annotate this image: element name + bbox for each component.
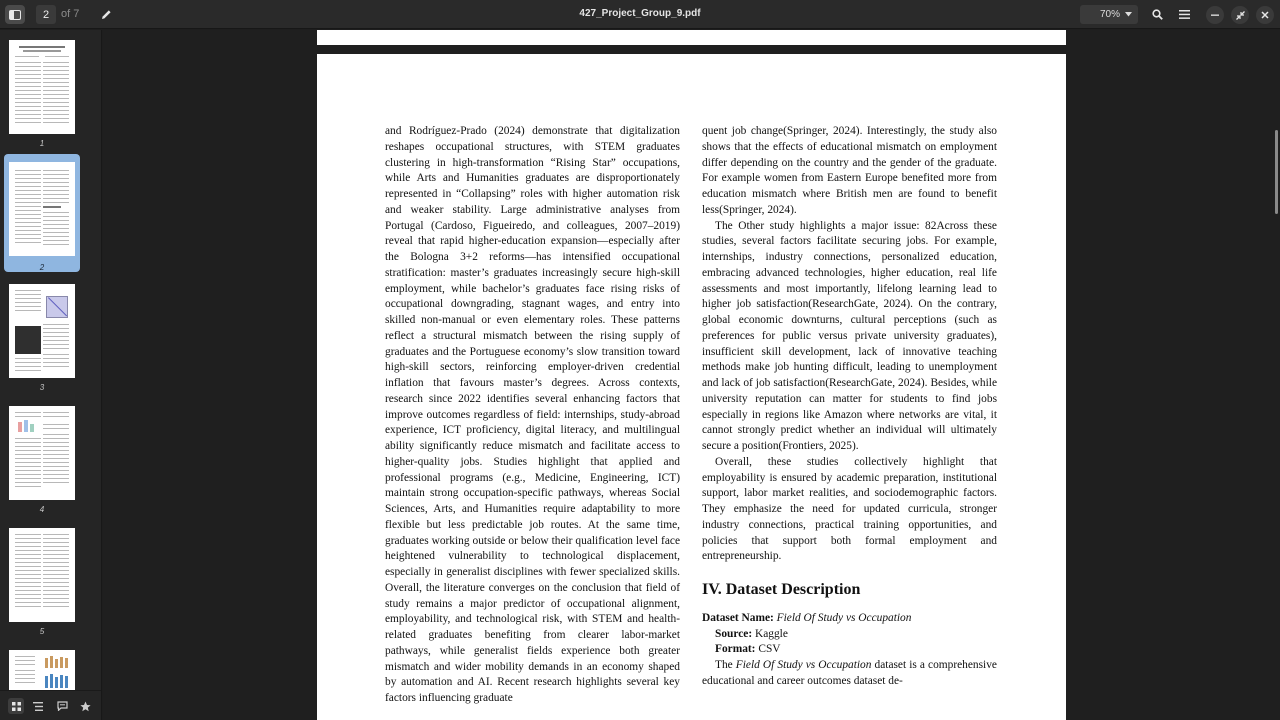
close-button[interactable] bbox=[1256, 6, 1274, 24]
section-heading: IV. Dataset Description bbox=[702, 581, 861, 598]
thumbnail-page-1[interactable] bbox=[4, 32, 80, 148]
right-paragraph-2: The Other study highlights a major issue: 82Across these studies, several factors facilitate securing jobs. For example, internships, industry connections, personalized education, embracing advanced technologies, higher education, real life assessments and most importantly, lifelong learning lead to higher job satisfaction(ResearchGate, 2024). On the contrary, global economic downturns, cultural perceptions (such as preferences for public versus private university graduates), insufficient skill development, lack of innovative teaching methods make job hunting difficult, leading to unemployment and lack of job satisfaction(ResearchGate, 2024). Besides, while university reputation can matter for students to find jobs especially in regions like Amazon where networks are vital, it cannot strongly predict whether an individual will ultimately secure a position(Frontiers, 2025). bbox=[702, 219, 997, 452]
minimize-button[interactable] bbox=[1206, 6, 1224, 24]
dataset-name-line bbox=[702, 611, 997, 627]
format-value: CSV bbox=[758, 643, 781, 656]
outline-view-button[interactable] bbox=[30, 698, 46, 714]
source-line bbox=[702, 627, 997, 643]
sidebar-icon bbox=[9, 10, 21, 20]
maximize-button[interactable] bbox=[1231, 6, 1249, 24]
description-prefix: The bbox=[715, 659, 733, 671]
thumbnail-page-2[interactable] bbox=[4, 154, 80, 272]
thumbnail-label: 4 bbox=[39, 505, 45, 514]
outline-list-icon bbox=[33, 702, 43, 711]
right-paragraph-3: Overall, these studies collectively highlight that employability is ensured by academic preparation, institutional support, labor market realities, and sociodemographic factors. They emphasize the need for updated curricula, stronger industry connections, practical training opportunities, and policies that support both formal employment and entrepreneurship. bbox=[702, 455, 997, 563]
source-label: Source: bbox=[715, 627, 753, 640]
thumbnail-sidebar bbox=[0, 30, 102, 720]
format-label: Format: bbox=[715, 643, 756, 656]
thumbnail-page-6[interactable] bbox=[4, 642, 80, 690]
thumbnail-page-3[interactable] bbox=[4, 276, 80, 392]
chevron-down-icon bbox=[1125, 12, 1132, 17]
header-bar bbox=[0, 0, 1280, 29]
document-view[interactable] bbox=[103, 30, 1280, 720]
dataset-description bbox=[702, 658, 997, 690]
thumbnail-label: 1 bbox=[39, 139, 45, 148]
thumbnail-image bbox=[9, 528, 75, 622]
annotate-button[interactable] bbox=[96, 5, 116, 24]
search-icon bbox=[1152, 9, 1163, 20]
pencil-icon bbox=[101, 9, 112, 20]
dataset-name-label: Dataset Name: bbox=[702, 611, 774, 624]
format-line bbox=[702, 642, 997, 658]
comment-icon bbox=[57, 701, 68, 711]
previous-page-bottom bbox=[317, 30, 1066, 45]
sidebar-toolbar bbox=[0, 690, 102, 720]
thumbnail-image bbox=[9, 162, 75, 256]
document-title: 427_Project_Group_9.pdf bbox=[579, 8, 701, 19]
bookmarks-view-button[interactable] bbox=[77, 698, 93, 714]
zoom-select[interactable] bbox=[1080, 5, 1138, 24]
page-count-label: of 7 bbox=[61, 8, 80, 20]
grid-icon bbox=[12, 702, 21, 711]
pdf-page bbox=[317, 54, 1066, 720]
sidebar-toggle-button[interactable] bbox=[5, 5, 25, 24]
right-text-column bbox=[702, 124, 997, 690]
description-dataset-name: Field Of Study vs Occupation bbox=[735, 659, 872, 671]
search-button[interactable] bbox=[1147, 5, 1167, 24]
left-column-paragraph: and Rodríguez-Prado (2024) demonstrate that digitalization reshapes occupational structures, with STEM graduates clustering in high-transformation “Rising Star” occupations, while Arts and Humanities graduates are disproportionately represented in “Collapsing” roles with higher automation risk and weaker stability. Large administrative analyses from Portugal (Cardoso, Figueiredo, and colleagues, 2007–2019) reveal that rapid higher-education expansion—especially after the Bologna 3+2 reforms—has intensified occupational stratification: master’s graduates increasingly secure high-skill employment, while bachelor’s graduates face rising risks of occupational downgrading, stagnant wages, and entry into skilled non-manual or even elementary roles. These patterns reflect a structural mismatch between the rising supply of graduates and the Portuguese economy’s slow transition toward high-skill sectors, reinforcing employer-driven credential inflation that favours master’s degrees. Across contexts, research since 2022 identifies several enhancing factors that improve outcomes regardless of field: internships, study-abroad experience, ICT proficiency, digital literacy, and multilingual ability significantly reduce mismatch and facilitate access to higher-quality jobs. Studies highlight that applied and professional programs (e.g., Medicine, Engineering, ICT) maintain strong occupation-specific pathways, whereas Social Sciences, Arts, and Humanities require adaptability to more flexible but less predictable job routes. At the same time, graduates working outside or below their qualification level face heightened vulnerability to technological displacement, especially in generalist disciplines with fewer specialized skills. Overall, the literature converges on the conclusion that field of study remains a major predictor of occupational alignment, employability, and technological risk, with STEM and health-related graduates benefiting from clearer labor-market pathways, while generalist fields experience both greater mismatch and wider mobility demands in an economy shaped by automation and AI. Recent research highlights several key factors influencing graduate bbox=[385, 125, 680, 704]
minimize-icon bbox=[1211, 11, 1219, 19]
thumbnail-image bbox=[9, 650, 75, 690]
vertical-scrollbar[interactable] bbox=[1275, 130, 1278, 214]
thumbnail-label: 3 bbox=[39, 383, 45, 392]
page-number-input[interactable]: 2 bbox=[36, 5, 56, 24]
hamburger-menu-icon bbox=[1179, 10, 1190, 19]
thumbnail-image bbox=[9, 40, 75, 134]
thumbnail-page-5[interactable] bbox=[4, 520, 80, 636]
thumbnail-list[interactable] bbox=[0, 30, 102, 690]
thumbnail-label: 5 bbox=[39, 627, 45, 636]
description-text: dataset is a comprehensive educational and career outcomes dataset de- bbox=[702, 659, 997, 687]
thumbnail-image bbox=[9, 284, 75, 378]
thumbnail-image bbox=[9, 406, 75, 500]
star-icon bbox=[80, 701, 91, 712]
thumbnail-page-4[interactable] bbox=[4, 398, 80, 514]
thumbnails-view-button[interactable] bbox=[8, 698, 24, 714]
left-text-column bbox=[385, 124, 680, 707]
right-paragraph-1: quent job change(Springer, 2024). Interestingly, the study also shows that the effects of educational mismatch on employment differ depending on the country and the gender of the graduate. For example women from Eastern Europe benefited more from education mismatch where British men are found to benefit less(Springer, 2024). bbox=[702, 125, 997, 216]
source-value: Kaggle bbox=[754, 627, 788, 640]
thumbnail-label: 2 bbox=[39, 263, 45, 272]
annotations-view-button[interactable] bbox=[54, 698, 70, 714]
dataset-name-value: Field Of Study vs Occupation bbox=[776, 611, 912, 624]
zoom-value: 70% bbox=[1100, 9, 1121, 20]
main-menu-button[interactable] bbox=[1174, 5, 1194, 24]
close-icon bbox=[1261, 11, 1269, 19]
restore-icon bbox=[1236, 11, 1245, 20]
